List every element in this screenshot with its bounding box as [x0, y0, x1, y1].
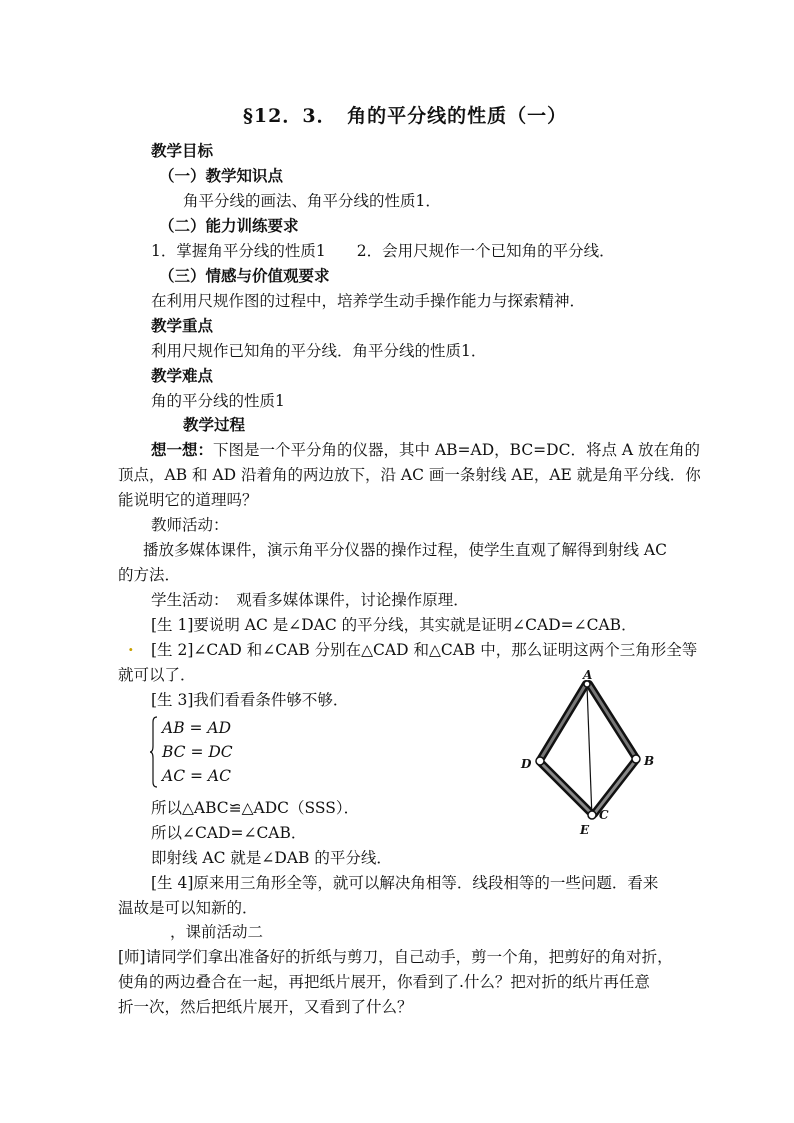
teacher-2-line-1: [师]请同学们拿出准备好的折纸与剪刀，自己动手，剪一个角，把剪好的角对折，	[118, 948, 673, 966]
pre-class-activity-2: ，课前活动二	[170, 923, 264, 941]
think-paragraph-line-1	[151, 440, 700, 460]
think-text-1: 下图是一个平分角的仪器，其中 AB=AD，BC=DC．将点 A 放在角的	[213, 441, 700, 459]
heading-key-points: 教学重点	[151, 316, 214, 335]
difficulties-text: 角的平分线的性质1	[151, 392, 285, 410]
think-paragraph-line-3: 能说明它的道理吗？	[118, 491, 258, 509]
think-paragraph-line-2: 顶点，AB 和 AD 沿着角的两边放下，沿 AC 画一条射线 AE，AE 就是角平分线．你	[118, 466, 701, 484]
equation-1: AB = AD	[162, 719, 232, 737]
teacher-activity-line-2: 的方法．	[118, 566, 181, 584]
student-4-line-1: [生 4]原来用三角形全等，就可以解决角相等．线段相等的一些问题．看来	[151, 874, 659, 892]
label-b: B	[644, 754, 655, 768]
label-a: A	[583, 668, 593, 682]
student-2-line-1: [生 2]∠CAD 和∠CAB 分别在△CAD 和△CAB 中，那么证明这两个三角形全等	[151, 641, 698, 659]
label-d: D	[521, 757, 532, 771]
document-title: §12．3． 角的平分线的性质（一）	[243, 105, 568, 127]
heading-teaching-goals: 教学目标	[151, 141, 214, 160]
student-4-line-2: 温故是可以知新的．	[118, 899, 258, 917]
subheading-knowledge: （一）教学知识点	[159, 166, 284, 185]
bullet-mark: .	[128, 636, 134, 655]
subheading-values: （三）情感与价值观要求	[159, 266, 330, 285]
equation-brace	[150, 716, 158, 788]
student-2-line-2: 就可以了．	[118, 666, 196, 684]
knowledge-text: 角平分线的画法、角平分线的性质1．	[183, 192, 441, 210]
bisector-line	[587, 686, 592, 818]
joint-c	[588, 811, 596, 819]
key-points-text: 利用尺规作已知角的平分线．角平分线的性质1．	[151, 342, 487, 360]
student-activity: 学生活动： 观看多媒体课件，讨论操作原理．	[151, 591, 469, 609]
conclusion-1: 所以△ABC≌△ADC（SSS）．	[151, 799, 360, 817]
equation-3: AC = AC	[162, 767, 231, 785]
values-text: 在利用尺规作图的过程中，培养学生动手操作能力与探索精神．	[151, 292, 586, 310]
label-e: E	[580, 823, 590, 837]
subheading-ability: （二）能力训练要求	[159, 216, 299, 235]
conclusion-2: 所以∠CAD=∠CAB．	[151, 824, 307, 842]
teacher-activity-line-1: 播放多媒体课件，演示角平分仪器的操作过程，使学生直观了解得到射线 AC	[143, 541, 667, 559]
ability-text: 1．掌握角平分线的性质1 2．会用尺规作一个已知角的平分线．	[151, 242, 615, 260]
angle-bisector-instrument-figure	[510, 668, 660, 838]
student-1-line: [生 1]要说明 AC 是∠DAC 的平分线，其实就是证明∠CAD=∠CAB．	[151, 616, 637, 634]
student-3-line: [生 3]我们看看条件够不够．	[151, 691, 349, 709]
teacher-2-line-3: 折一次，然后把纸片展开，又看到了什么？	[118, 998, 413, 1016]
label-c: C	[599, 808, 609, 822]
teacher-activity-label: 教师活动：	[151, 516, 229, 534]
think-label: 想一想：	[151, 440, 214, 459]
heading-process: 教学过程	[183, 415, 246, 434]
equation-2: BC = DC	[162, 743, 233, 761]
conclusion-3: 即射线 AC 就是∠DAB 的平分线．	[151, 849, 392, 867]
joint-d	[536, 757, 544, 765]
teacher-2-line-2: 使角的两边叠合在一起，再把纸片展开，你看到了.什么？把对折的纸片再任意	[118, 973, 650, 991]
joint-b	[632, 755, 640, 763]
heading-difficulties: 教学难点	[151, 366, 214, 385]
